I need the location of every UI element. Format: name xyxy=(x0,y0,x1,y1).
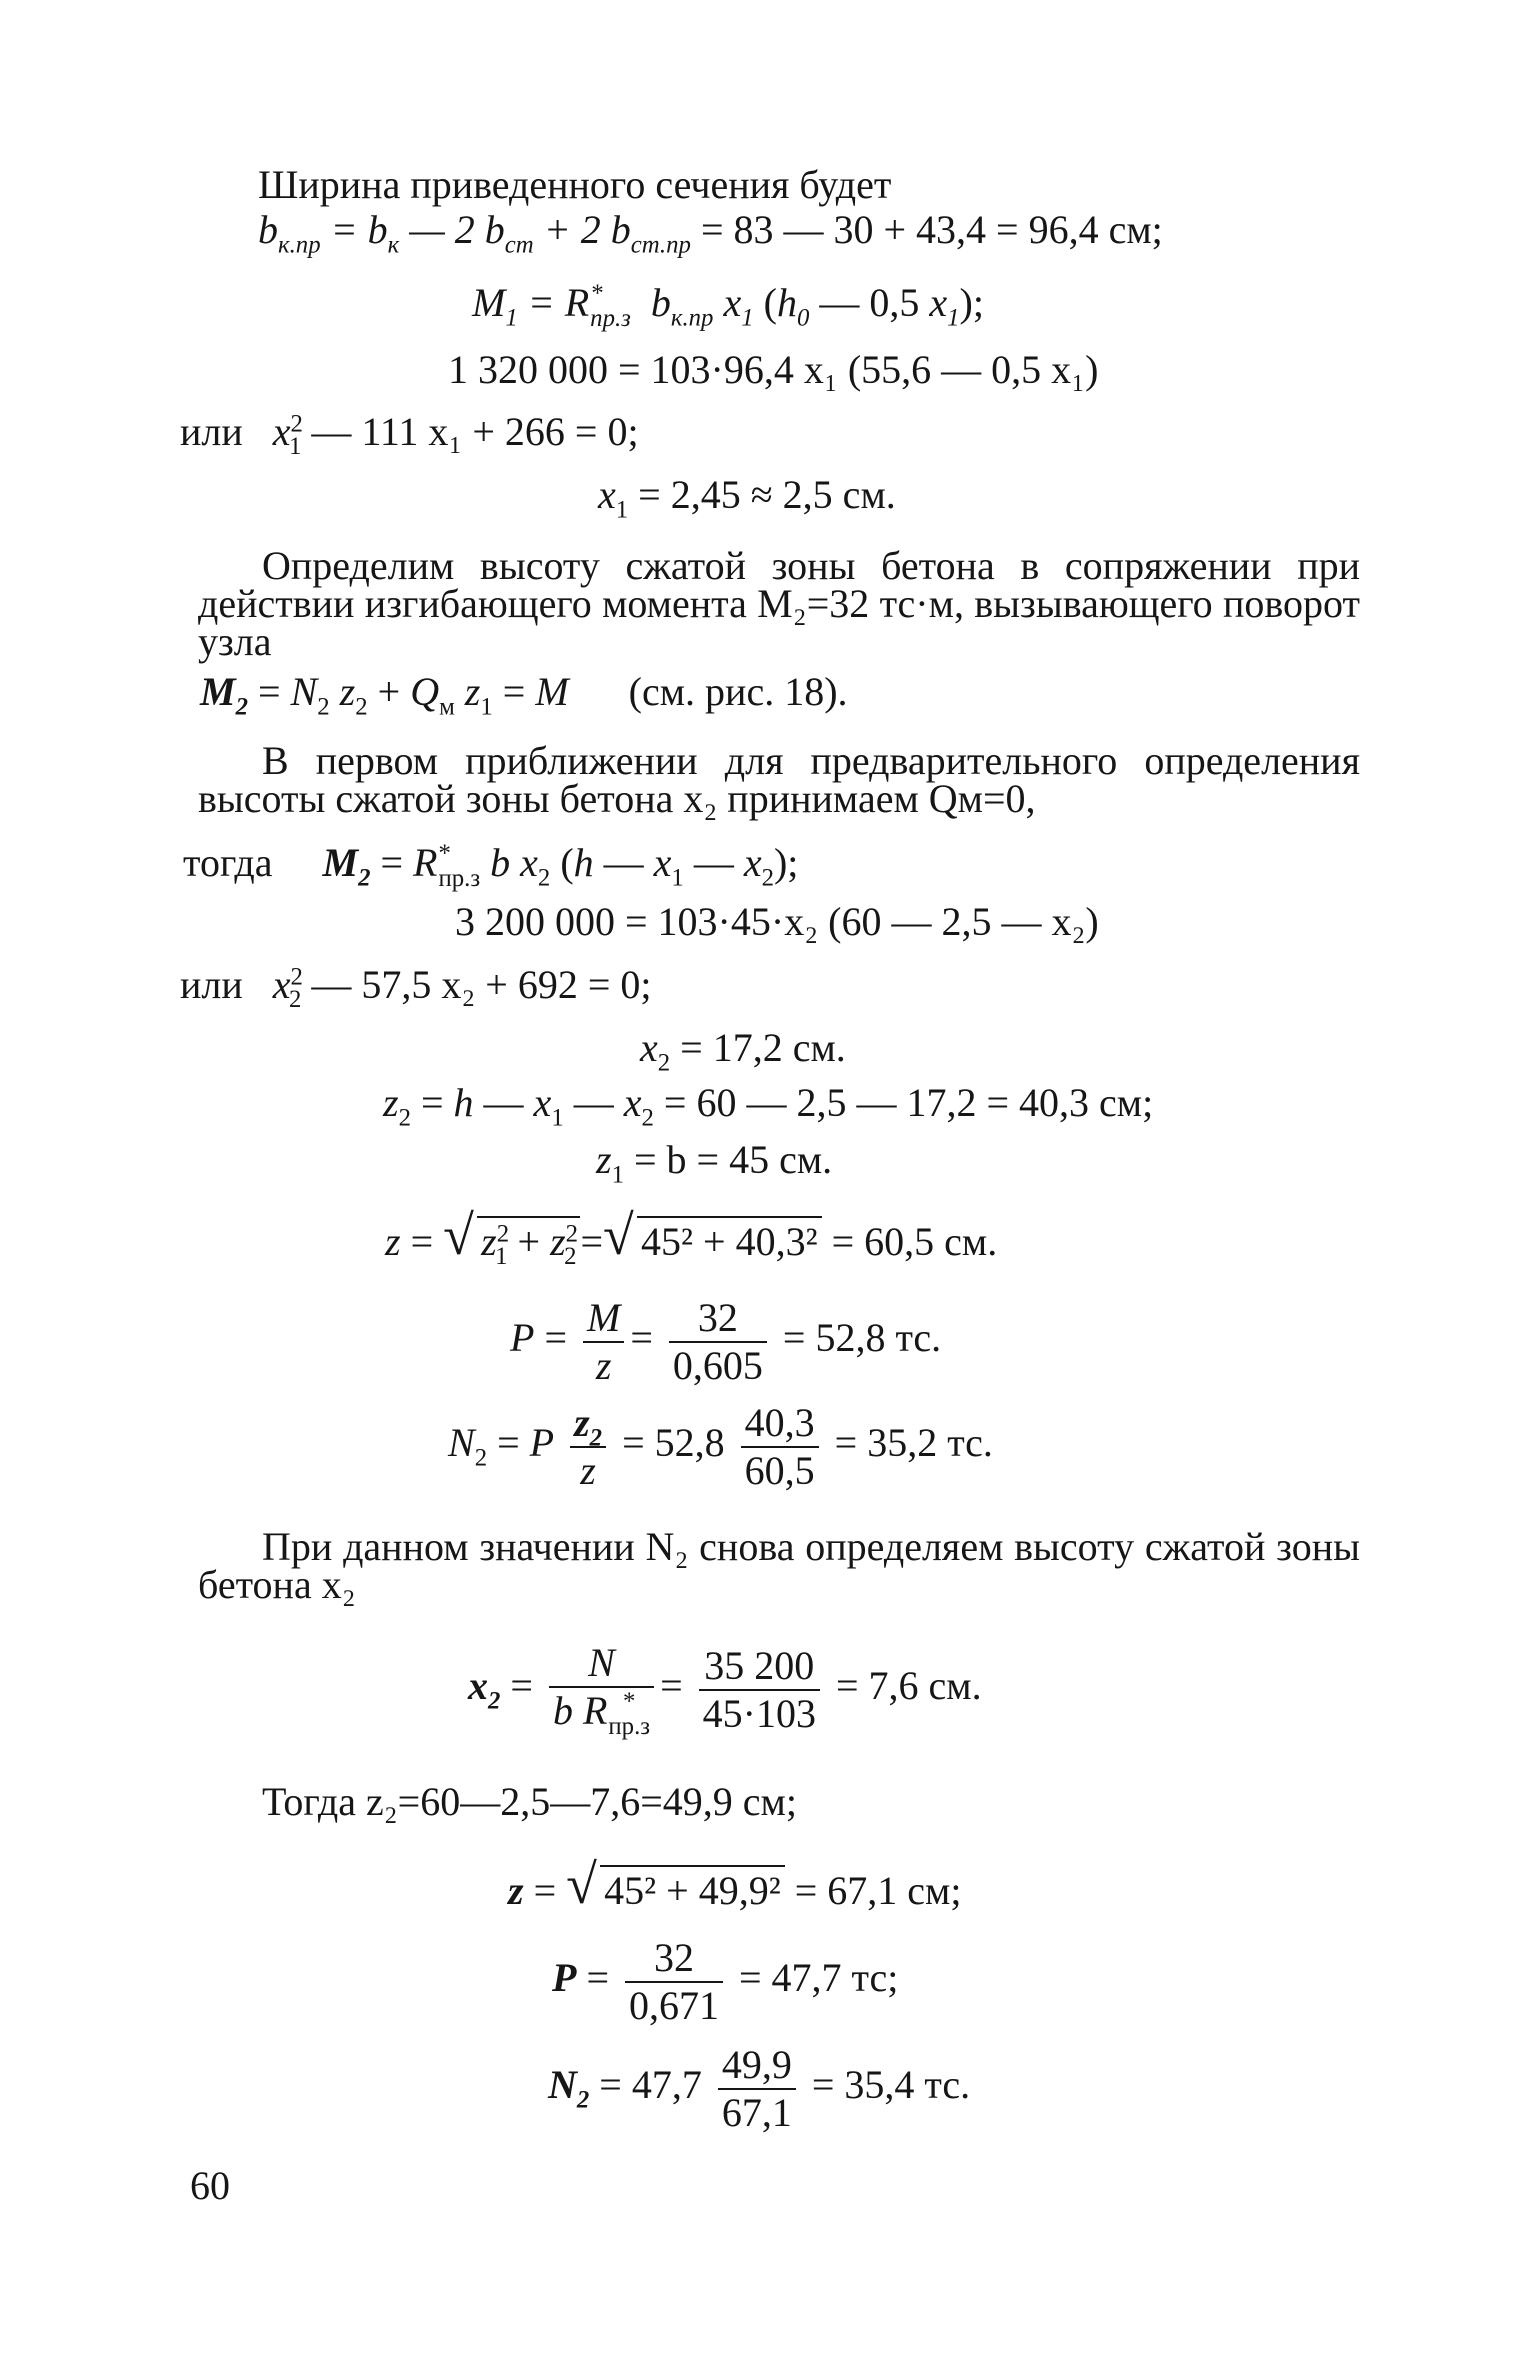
equation-N2: $N_2 = P$ $\frac{z_2}{z}$ = 52,8 $\frac{40,3}{60,5}$ = 35,2 тс. xyxy=(448,1400,993,1493)
N2-result: = 35,2 тс. xyxy=(824,1420,993,1466)
radical-numeric: √ 45² + 40,3² xyxy=(603,1216,822,1262)
P2-numerator: 32 xyxy=(654,1935,694,1980)
ili-word-1: или xyxy=(180,409,243,454)
page-number: 60 xyxy=(190,2163,230,2208)
equation-quadratic-1: или $x^2_1$ — 111 x₁ + 266 = 0; xyxy=(180,409,639,461)
fraction-P2-value xyxy=(625,1935,723,2029)
z-result-2: = 67,1 см; xyxy=(784,1868,962,1913)
equation-3200000: 3 200 000 = 103·45·x₂ (60 — 2,5 — x₂) xyxy=(455,899,1099,944)
see-fig-18: (см. рис. 18). xyxy=(628,669,848,714)
fraction-x2-value xyxy=(699,1643,820,1737)
fraction-N2-bR: N b R * пр.з xyxy=(549,1640,654,1740)
togda-word: тогда xyxy=(183,839,273,885)
N2-mid: = 52,8 xyxy=(612,1420,725,1466)
x1-result-value: = 2,45 ≈ 2,5 см. xyxy=(628,472,896,517)
equation-M2-tog: тогда $M_2 = R$ * пр.з b $x_2$ (h — $x_1$ — $x_2$); xyxy=(183,839,799,892)
P2-result: = 47,7 тс; xyxy=(729,1955,899,2001)
equation-x2-recompute: $x_2$ = N b R * пр.з = $\frac{35 200}{45\cdot 103}$ = 7,6 см. xyxy=(468,1640,982,1740)
radical-z1-z2: √ $z^2_1 + z^2_2$ xyxy=(443,1216,580,1262)
z1-rhs: = b = 45 см. xyxy=(623,1137,833,1182)
P2-denominator: 0,671 xyxy=(625,1981,723,2029)
paragraph-height-compressed-zone: Определим высоту сжатой зоны бетона в сопряжении при действии изгибающего момента M₂=32 тс·м, вызывающего поворот узла xyxy=(198,543,1360,664)
quad2-rest: — 57,5 x₂ + 692 = 0; xyxy=(311,962,652,1007)
paragraph-first-approximation: В первом приближении для предварительного определения высоты сжатой зоны бетона x₂ принимаем Qм=0, xyxy=(198,738,1360,821)
radical-numeric-2-body: 45² + 49,9² xyxy=(600,1865,785,1911)
equation-P2: P = $\frac{32}{0,671}$ = 47,7 тс; xyxy=(552,1935,899,2028)
ili-word-2: или xyxy=(180,962,243,1007)
N2-denominator: 60,5 xyxy=(741,1446,819,1494)
equation-M1: $M_1 = R$ * пр.з $b_{к.пр}$ $x_1$ ($h_0$ — 0,5 $x_1$); xyxy=(472,279,984,332)
equation-N2-2: $N_2 = 47,7$ $\frac{49,9}{67,1}$ = 35,4 тс. xyxy=(548,2042,971,2135)
equation-x1-result: $x_1 = 2,45 \approx 2,5$ см. xyxy=(598,472,896,524)
P-numerator: 32 xyxy=(697,1295,738,1340)
N2b-numerator: 49,9 xyxy=(721,2042,792,2087)
x2b-denominator: 45·103 xyxy=(699,1689,820,1737)
radical-numeric-body: 45² + 40,3² xyxy=(637,1216,822,1262)
x2-result-value: = 17,2 см. xyxy=(670,1025,846,1070)
P-result: = 52,8 тс. xyxy=(772,1315,942,1361)
fraction-P-value xyxy=(669,1295,767,1389)
fraction-M2-z: $\frac{M}{z}$ xyxy=(583,1295,624,1389)
N2b-result: = 35,4 тс. xyxy=(801,2062,971,2108)
equation-z-radical-2: z = √ 45² + 49,9² = 67,1 см; xyxy=(508,1854,962,1916)
equation-x2-result: $x_2 = 17,2$ см. xyxy=(640,1025,846,1077)
fraction-N2-value xyxy=(741,1400,819,1494)
togda-z2-line: Тогда z₂=60—2,5—7,6=49,9 см; xyxy=(262,1779,797,1824)
quad1-rest: — 111 x₁ + 266 = 0; xyxy=(311,409,639,454)
equation-1320000: 1 320 000 = 103·96,4 x₁ (55,6 — 0,5 x₁) xyxy=(448,347,1099,392)
z2-rhs: = 60 — 2,5 — 17,2 = 40,3 см; xyxy=(653,1080,1154,1125)
x2b-numerator: 35 200 xyxy=(704,1642,815,1688)
P-denominator: 0,605 xyxy=(669,1341,767,1389)
paragraph-recompute: При данном значении N₂ снова определяем высоту сжатой зоны бетона x₂ xyxy=(198,1524,1360,1607)
fraction-N2b-value xyxy=(718,2042,796,2136)
z-result: = 60,5 см. xyxy=(821,1219,998,1264)
equation-b-kpr-rhs: = 83 — 30 + 43,4 = 96,4 см; xyxy=(690,207,1163,252)
N2-numerator: 40,3 xyxy=(744,1400,815,1445)
equation-b-kpr: $b_{к.пр} = b_к$ — 2 $b_{ст} + 2$ $b_{ст.пр} = 83$ — 30 + 43,4 = 96,4 см; xyxy=(258,207,1163,259)
N2b-pre: = 47,7 xyxy=(589,2062,702,2108)
equation-P: P = $\frac{M}{z}$ = $\frac{32}{0,605}$ = 52,8 тс. xyxy=(510,1295,942,1388)
equation-z1: $z_1 = b = 45$ см. xyxy=(596,1137,833,1189)
equation-z2: $z_2 = h$ — $x_1$ — $x_2 = 60$ — 2,5 — 17,2 = 40,3 см; xyxy=(383,1080,1154,1132)
fraction-z2-z: $\frac{z_2}{z}$ xyxy=(570,1400,606,1494)
x2b-result: = 7,6 см. xyxy=(825,1663,982,1708)
equation-M2-moment: $M_2 = N_2$ $z_2 + Q_м$ $z_1 = M$ (см. рис. 18). xyxy=(200,669,848,721)
intro-line: Ширина приведенного сечения будет xyxy=(258,162,892,207)
equation-z-radical: z = √ $z^2_1 + z^2_2$ = √ 45² + 40,3² = 60,5 см. xyxy=(385,1205,998,1271)
equation-quadratic-2: или $x^2_2$ — 57,5 x₂ + 692 = 0; xyxy=(180,962,652,1014)
radical-numeric-2: √ 45² + 49,9² xyxy=(566,1865,785,1911)
N2b-denominator: 67,1 xyxy=(718,2088,796,2136)
